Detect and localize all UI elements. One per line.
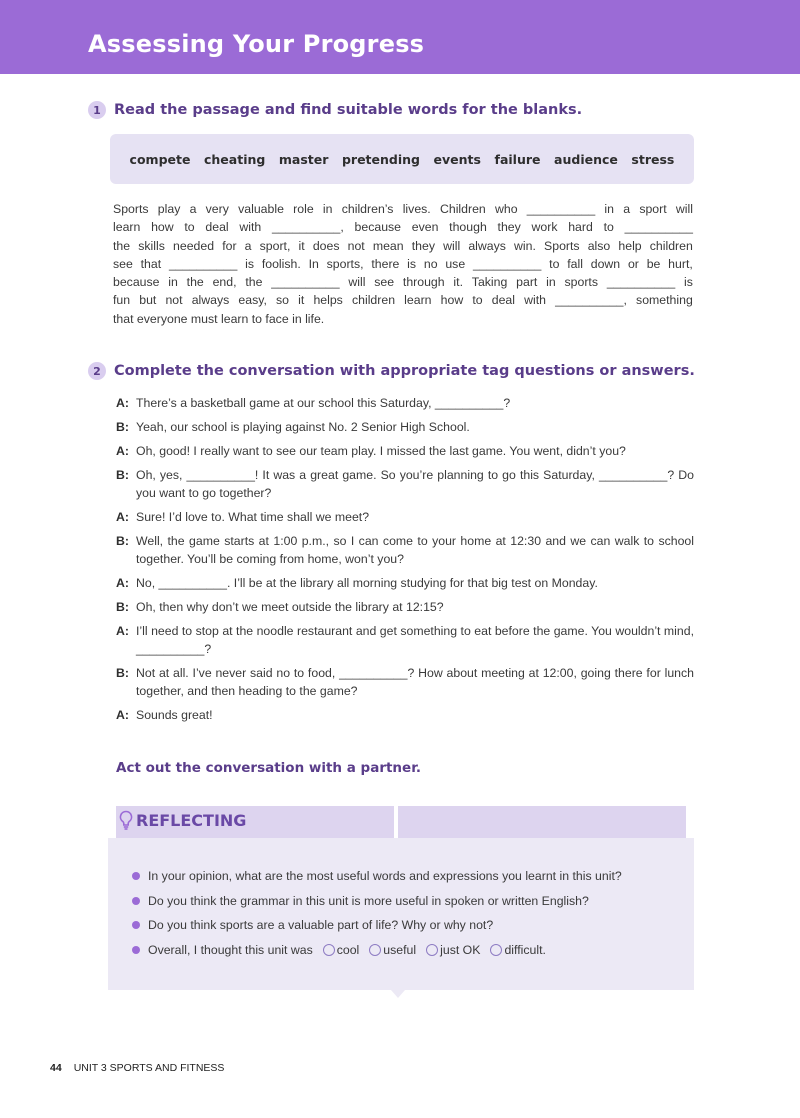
word-bank-item: pretending xyxy=(341,151,420,167)
section-2-instruction: Complete the conversation with appropriate tag questions or answers. xyxy=(114,363,695,379)
reflecting-item-text: Do you think sports are a valuable part of life? Why or why not? xyxy=(148,918,494,933)
dialogue-text: I’ll need to stop at the noodle restaurant and get something to eat before the game. You wouldn’t mind, __________? xyxy=(136,624,694,656)
option-label-just-ok: just OK xyxy=(440,942,481,957)
dialogue-turn xyxy=(116,706,694,724)
option-label-difficult: difficult. xyxy=(504,942,546,957)
dialogue-turn xyxy=(116,664,694,700)
reflecting-list xyxy=(132,864,682,962)
word-bank-item: audience xyxy=(554,151,618,167)
dialogue-text: Yeah, our school is playing against No. 2 Senior High School. xyxy=(136,420,470,434)
dialogue-turn xyxy=(116,508,694,526)
page-header-band xyxy=(0,0,800,74)
passage-line: learn how to deal with __________, because even though they work hard to __________ xyxy=(113,220,693,235)
word-bank xyxy=(110,134,694,184)
bullet-dot xyxy=(132,921,140,929)
reflecting-item-overall xyxy=(132,938,682,963)
bullet-dot xyxy=(132,897,140,905)
dialogue-turn xyxy=(116,622,694,658)
dialogue-text: Oh, good! I really want to see our team play. I missed the last game. You went, didn’t you? xyxy=(136,444,626,458)
speaker-label: A: xyxy=(116,624,129,638)
reflecting-item-text: Do you think the grammar in this unit is more useful in spoken or written English? xyxy=(148,893,589,908)
word-bank-item: master xyxy=(278,151,329,167)
dialogue-text: No, __________. I’ll be at the library all morning studying for that big test on Monday. xyxy=(136,576,598,590)
page-footer xyxy=(50,1062,224,1074)
dialogue-turn xyxy=(116,442,694,460)
option-label-useful: useful xyxy=(383,942,417,957)
speaker-label: B: xyxy=(116,468,129,482)
passage-line: because in the end, the __________ will see through it. Taking part in sports __________ is xyxy=(113,275,693,290)
speaker-label: A: xyxy=(116,708,129,722)
word-bank-item: events xyxy=(433,151,481,167)
dialogue-text: Sure! I’d love to. What time shall we meet? xyxy=(136,510,370,524)
reading-passage xyxy=(113,200,693,328)
speaker-label: A: xyxy=(116,576,129,590)
reflecting-tab-right xyxy=(398,806,686,838)
lightbulb-icon xyxy=(118,810,134,830)
section-1-heading xyxy=(88,101,582,119)
page-number: 44 xyxy=(50,1062,62,1074)
dialogue-turn xyxy=(116,418,694,436)
bullet-dot xyxy=(132,872,140,880)
option-label-cool: cool xyxy=(336,942,360,957)
section-2-number: 2 xyxy=(88,362,106,380)
speaker-label: A: xyxy=(116,444,129,458)
passage-line: fun but not always easy, so it helps children learn how to deal with __________, something xyxy=(113,293,693,308)
dialogue-text: Oh, yes, __________! It was a great game. So you’re planning to go this Saturday, __________? Do you want to go together? xyxy=(136,468,694,500)
dialogue-turn xyxy=(116,532,694,568)
dialogue-turn xyxy=(116,466,694,502)
conversation xyxy=(116,394,694,724)
section-1-instruction: Read the passage and find suitable words for the blanks. xyxy=(114,102,583,118)
section-2-heading xyxy=(88,362,695,380)
bullet-dot xyxy=(132,946,140,954)
speaker-label: B: xyxy=(116,666,129,680)
act-out-instruction: Act out the conversation with a partner. xyxy=(116,760,422,776)
page-title: Assessing Your Progress xyxy=(88,30,425,58)
unit-title: UNIT 3 SPORTS AND FITNESS xyxy=(73,1062,225,1074)
reflecting-item xyxy=(132,864,682,889)
word-bank-item: compete xyxy=(129,151,191,167)
reflecting-panel xyxy=(108,804,694,1004)
speaker-label: A: xyxy=(116,510,129,524)
dialogue-turn xyxy=(116,574,694,592)
reflecting-item xyxy=(132,889,682,914)
word-bank-item: failure xyxy=(494,151,541,167)
reflecting-item xyxy=(132,913,682,938)
dialogue-text: Not at all. I’ve never said no to food, __________? How about meeting at 12:00, going there for lunch together, and then heading to the game? xyxy=(136,666,694,698)
speaker-label: B: xyxy=(116,600,129,614)
dialogue-text: Well, the game starts at 1:00 p.m., so I can come to your home at 12:30 and we can walk to school together. You’ll be coming from home, won’t you? xyxy=(136,534,694,566)
passage-line: Sports play a very valuable role in children’s lives. Children who __________ in a sport will xyxy=(113,202,693,216)
option-circle-difficult[interactable] xyxy=(490,944,502,956)
dialogue-text: Sounds great! xyxy=(136,708,213,722)
passage-line: see that __________ is foolish. In sports, there is no use __________ to fall down or be hurt, xyxy=(113,256,693,271)
speaker-label: B: xyxy=(116,420,129,434)
reflecting-heading xyxy=(118,810,246,830)
panel-pointer xyxy=(391,990,405,998)
word-bank-item: stress xyxy=(631,151,675,167)
dialogue-turn xyxy=(116,598,694,616)
option-circle-just-ok[interactable] xyxy=(426,944,438,956)
word-bank-item: cheating xyxy=(204,151,266,167)
speaker-label: A: xyxy=(116,396,129,410)
speaker-label: B: xyxy=(116,534,129,548)
dialogue-text: Oh, then why don’t we meet outside the library at 12:15? xyxy=(136,600,444,614)
passage-line: the skills needed for a sport, it does not mean they will always win. Sports also help children xyxy=(113,238,693,253)
section-1-number: 1 xyxy=(88,101,106,119)
overall-prefix: Overall, I thought this unit was xyxy=(148,942,313,957)
option-circle-useful[interactable] xyxy=(369,944,381,956)
dialogue-text: There’s a basketball game at our school this Saturday, __________? xyxy=(136,396,511,410)
option-circle-cool[interactable] xyxy=(323,944,335,956)
passage-line: that everyone must learn to face in life. xyxy=(113,311,325,326)
reflecting-item-text: In your opinion, what are the most useful words and expressions you learnt in this unit? xyxy=(148,869,622,884)
reflecting-title: REFLECTING xyxy=(136,810,247,830)
dialogue-turn xyxy=(116,394,694,412)
